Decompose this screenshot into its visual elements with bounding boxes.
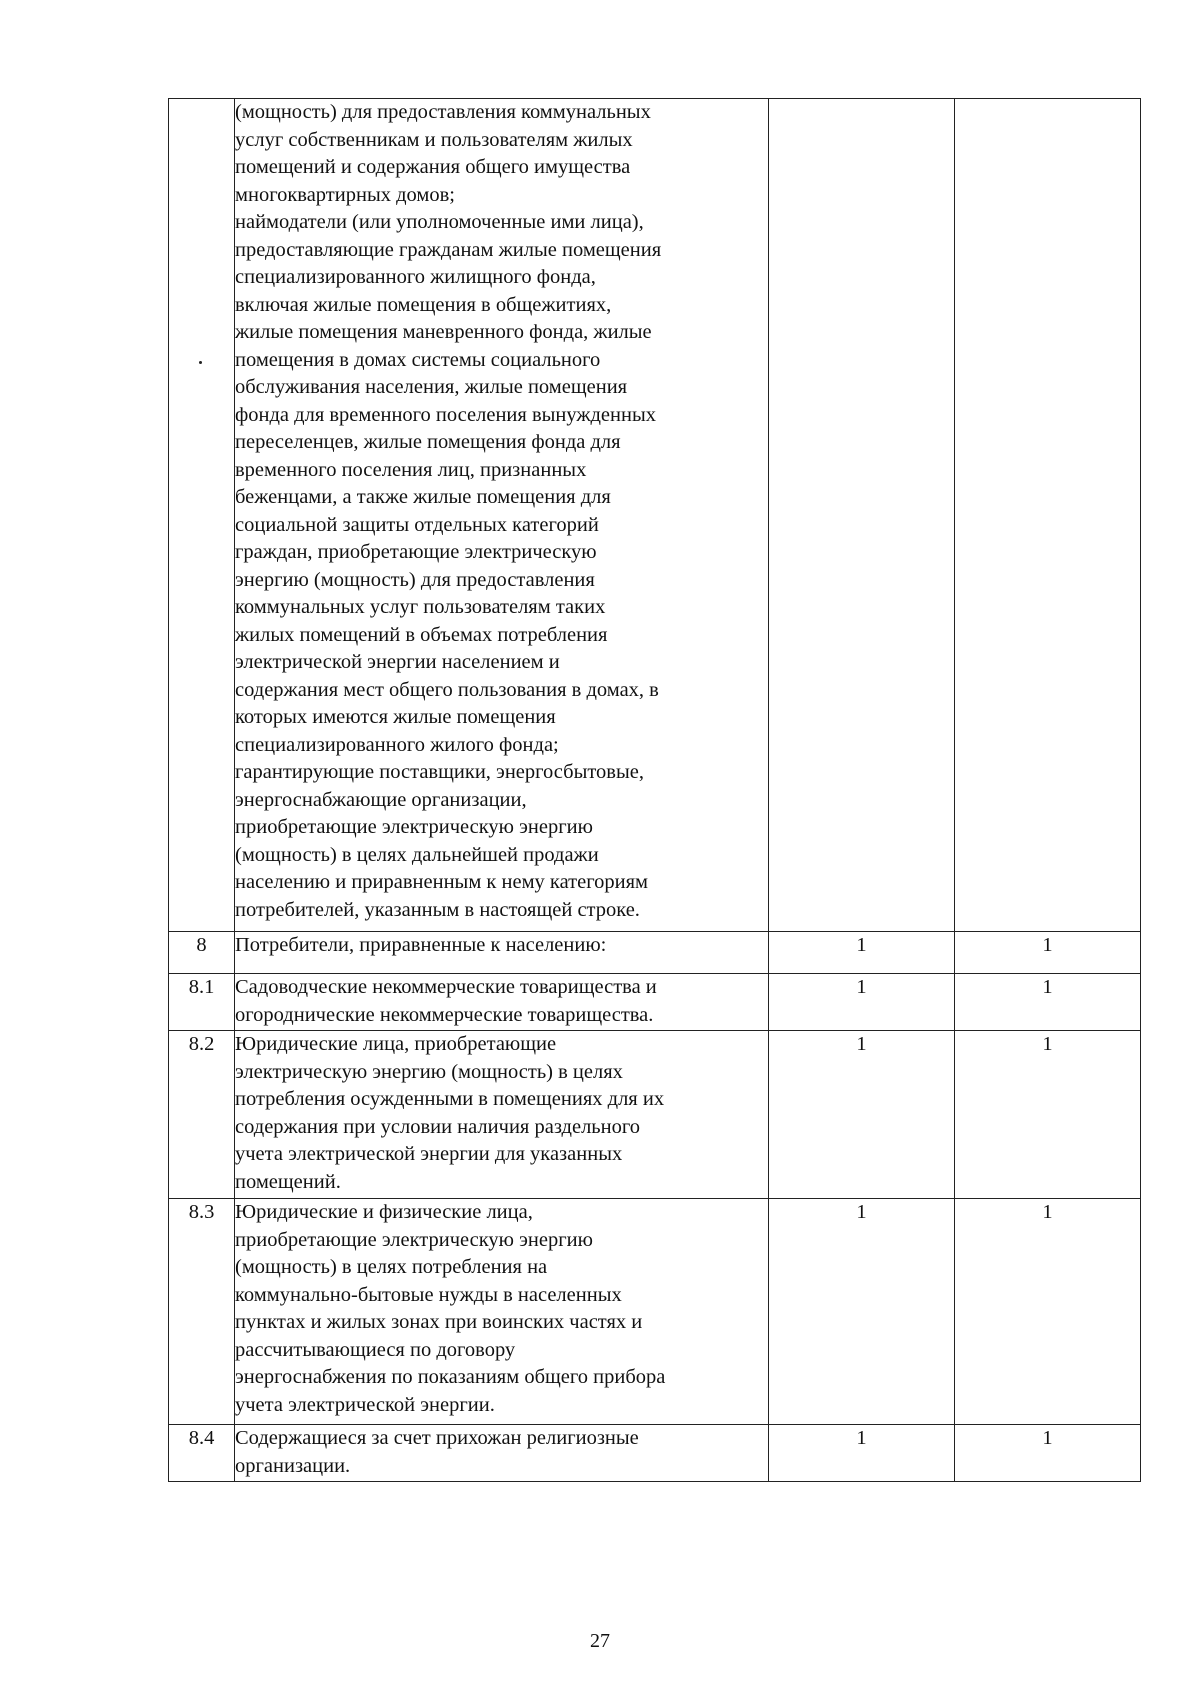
table-row [169, 1425, 1141, 1482]
row-number-cell: 8.1 [169, 974, 235, 1031]
row-number-cell [169, 99, 235, 932]
value-cell-2: 1 [955, 932, 1141, 974]
category-description-cell: Юридические и физические лица, приобретающие электрическую энергию (мощность) в целях потребления на коммунально-бытовые нужды в населенных пунктах и жилых зонах при воинских частях и рассчитывающиеся по договору энергоснабжения по показаниям общего прибора учета электрической энергии. [235, 1199, 769, 1425]
table-row [169, 99, 1141, 932]
value-cell-1: 1 [769, 974, 955, 1031]
value-cell-1: 1 [769, 932, 955, 974]
stray-dot-mark [199, 361, 202, 364]
value-cell-2: 1 [955, 1199, 1141, 1425]
table-row [169, 1199, 1141, 1425]
value-cell-1: 1 [769, 1199, 955, 1425]
tariff-category-table [168, 98, 1141, 1482]
row-number-cell: 8 [169, 932, 235, 974]
category-description-cell: Юридические лица, приобретающие электрическую энергию (мощность) в целях потребления осужденными в помещениях для их содержания при условии наличия раздельного учета электрической энергии для указанных помещений. [235, 1031, 769, 1199]
value-cell-2 [955, 99, 1141, 932]
row-number-cell: 8.4 [169, 1425, 235, 1482]
value-cell-1: 1 [769, 1031, 955, 1199]
category-description-cell: Потребители, приравненные к населению: [235, 932, 769, 974]
category-description-cell: Садоводческие некоммерческие товарищества и огороднические некоммерческие товарищества. [235, 974, 769, 1031]
row-number-cell: 8.3 [169, 1199, 235, 1425]
value-cell-2: 1 [955, 974, 1141, 1031]
value-cell-2: 1 [955, 1031, 1141, 1199]
category-description-cell: Содержащиеся за счет прихожан религиозные организации. [235, 1425, 769, 1482]
category-description-cell: (мощность) для предоставления коммунальных услуг собственникам и пользователям жилых помещений и содержания общего имущества многоквартирных домов; наймодатели (или уполномоченные ими лица), предоставляющие гражданам жилые помещения специализированного жилищного фонда, включая жилые помещения в общежитиях, жилые помещения маневренного фонда, жилые помещения в домах системы социального обслуживания населения, жилые помещения фонда для временного поселения вынужденных переселенцев, жилые помещения фонда для временного поселения лиц, признанных беженцами, а также жилые помещения для социальной защиты отдельных категорий граждан, приобретающие электрическую энергию (мощность) для предоставления коммунальных услуг пользователям таких жилых помещений в объемах потребления электрической энергии населением и содержания мест общего пользования в домах, в которых имеются жилые помещения специализированного жилого фонда; гарантирующие поставщики, энергосбытовые, энергоснабжающие организации, приобретающие электрическую энергию (мощность) в целях дальнейшей продажи населению и приравненным к нему категориям потребителей, указанным в настоящей строке. [235, 99, 769, 932]
value-cell-1: 1 [769, 1425, 955, 1482]
table-row [169, 1031, 1141, 1199]
page-number: 27 [590, 1630, 610, 1652]
value-cell-2: 1 [955, 1425, 1141, 1482]
table-row [169, 932, 1141, 974]
row-number-cell: 8.2 [169, 1031, 235, 1199]
value-cell-1 [769, 99, 955, 932]
table-row [169, 974, 1141, 1031]
